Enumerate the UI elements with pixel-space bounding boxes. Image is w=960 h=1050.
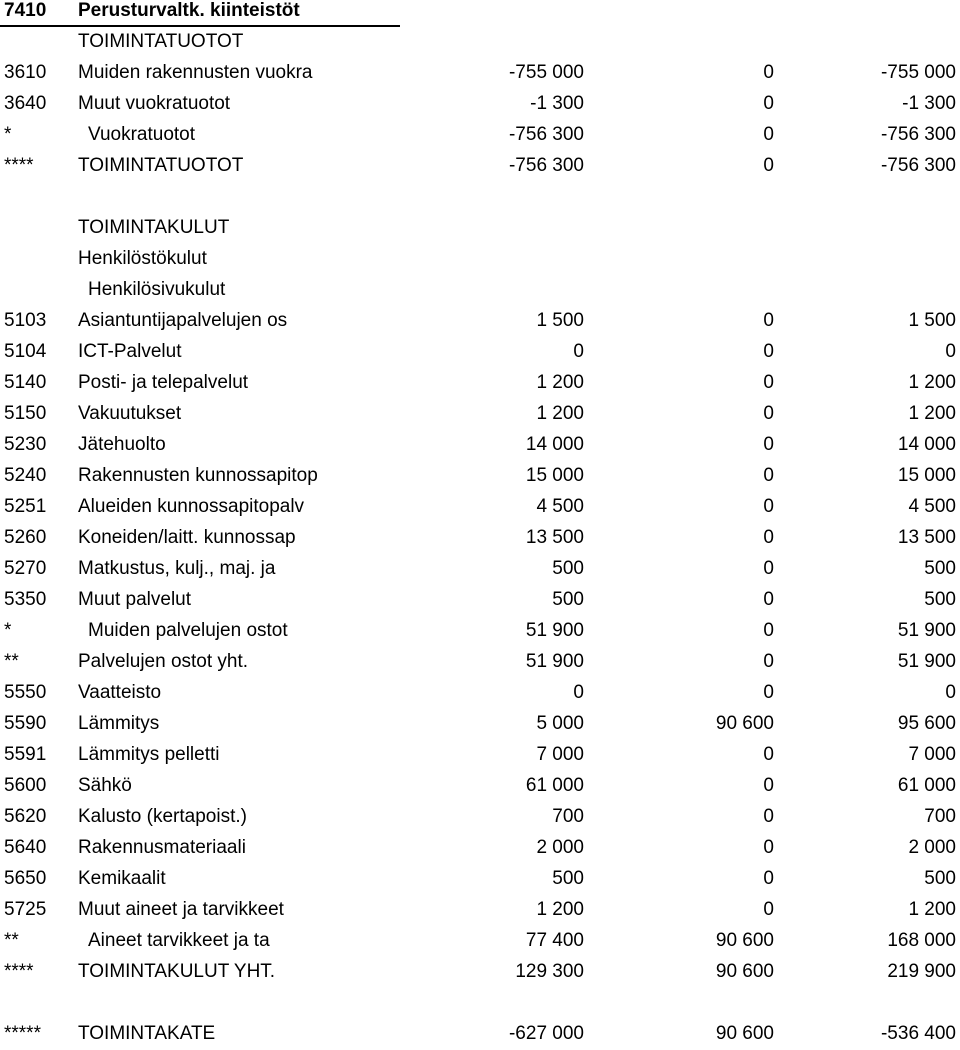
row-value-3: 700: [924, 806, 956, 827]
table-row: [0, 615, 960, 646]
row-label: Henkilöstökulut: [78, 248, 207, 269]
row-label: Vakuutukset: [78, 403, 182, 424]
row-value-3: 2 000: [908, 837, 956, 858]
table-row: [0, 398, 960, 429]
row-code: 5103: [4, 310, 47, 331]
row-value-1: 5 000: [536, 713, 584, 734]
table-row: [0, 1018, 960, 1049]
row-value-2: 0: [763, 465, 774, 486]
row-value-3: 1 500: [908, 310, 956, 331]
table-row: [0, 274, 960, 305]
row-value-1: 15 000: [525, 465, 584, 486]
row-code: 5591: [4, 744, 47, 765]
row-value-3: -756 300: [880, 124, 956, 145]
table-row: [0, 181, 960, 212]
row-value-3: 7 000: [908, 744, 956, 765]
row-value-1: 1 200: [536, 403, 584, 424]
row-value-1: 0: [573, 341, 584, 362]
row-value-2: 0: [763, 558, 774, 579]
row-value-1: 1 200: [536, 899, 584, 920]
table-row: [0, 243, 960, 274]
row-value-2: 0: [763, 124, 774, 145]
row-value-1: 51 900: [525, 620, 584, 641]
row-code: **: [4, 930, 19, 951]
header-title: Perusturvaltk. kiinteistöt: [78, 0, 300, 21]
header-code: 7410: [4, 0, 47, 21]
row-code: ****: [4, 155, 34, 176]
row-label: Vuokratuotot: [88, 124, 196, 145]
row-value-3: 1 200: [908, 372, 956, 393]
row-code: 3640: [4, 93, 47, 114]
table-row: [0, 801, 960, 832]
row-value-3: 14 000: [897, 434, 956, 455]
row-value-2: 0: [763, 434, 774, 455]
row-value-2: 0: [763, 372, 774, 393]
row-label: Jätehuolto: [78, 434, 166, 455]
table-row: [0, 212, 960, 243]
row-value-3: -536 400: [880, 1023, 956, 1044]
row-code: 5150: [4, 403, 47, 424]
row-value-2: 0: [763, 155, 774, 176]
table-row: [0, 925, 960, 956]
row-code: 5590: [4, 713, 47, 734]
row-value-2: 0: [763, 62, 774, 83]
row-value-1: 1 200: [536, 372, 584, 393]
row-label: Muut palvelut: [78, 589, 192, 610]
row-code: 5104: [4, 341, 47, 362]
row-label: Rakennusmateriaali: [78, 837, 246, 858]
row-value-3: 51 900: [897, 620, 956, 641]
row-code: *****: [4, 1023, 41, 1044]
table-row: [0, 57, 960, 88]
row-value-1: -756 300: [508, 124, 584, 145]
table-row: [0, 336, 960, 367]
row-value-2: 0: [763, 744, 774, 765]
row-value-2: 0: [763, 527, 774, 548]
table-row: [0, 894, 960, 925]
row-label: Aineet tarvikkeet ja ta: [88, 930, 270, 951]
row-value-1: 51 900: [525, 651, 584, 672]
row-label: TOIMINTATUOTOT: [78, 155, 244, 176]
table-row: [0, 119, 960, 150]
row-value-3: -1 300: [902, 93, 956, 114]
row-value-2: 90 600: [715, 713, 774, 734]
table-row: [0, 770, 960, 801]
table-row: [0, 367, 960, 398]
row-label: Matkustus, kulj., maj. ja: [78, 558, 276, 579]
row-label: Asiantuntijapalvelujen os: [78, 310, 288, 331]
table-row: [0, 522, 960, 553]
row-value-1: 4 500: [536, 496, 584, 517]
row-value-2: 0: [763, 403, 774, 424]
table-row: [0, 863, 960, 894]
row-value-1: 61 000: [525, 775, 584, 796]
row-value-2: 0: [763, 806, 774, 827]
table-row: [0, 460, 960, 491]
table-row: [0, 491, 960, 522]
row-label: TOIMINTAKULUT: [78, 217, 230, 238]
row-value-3: 0: [945, 341, 956, 362]
row-value-1: 14 000: [525, 434, 584, 455]
row-value-3: 15 000: [897, 465, 956, 486]
row-code: 5230: [4, 434, 47, 455]
row-value-1: 13 500: [525, 527, 584, 548]
row-label: Koneiden/laitt. kunnossap: [78, 527, 296, 548]
row-label: Rakennusten kunnossapitop: [78, 465, 318, 486]
row-value-2: 0: [763, 775, 774, 796]
row-value-2: 0: [763, 310, 774, 331]
row-value-1: 500: [552, 868, 584, 889]
row-code: 5620: [4, 806, 47, 827]
row-label: Muut aineet ja tarvikkeet: [78, 899, 284, 920]
sheet-header: [0, 0, 400, 27]
row-code: *: [4, 620, 12, 641]
row-code: ****: [4, 961, 34, 982]
table-row: [0, 646, 960, 677]
row-label: Muiden palvelujen ostot: [88, 620, 288, 641]
row-value-2: 0: [763, 899, 774, 920]
table-row: [0, 987, 960, 1018]
row-value-3: -756 300: [880, 155, 956, 176]
row-value-3: 500: [924, 589, 956, 610]
row-code: 5240: [4, 465, 47, 486]
row-value-2: 0: [763, 682, 774, 703]
row-label: Palvelujen ostot yht.: [78, 651, 249, 672]
row-code: 5640: [4, 837, 47, 858]
row-value-2: 0: [763, 341, 774, 362]
row-value-1: 500: [552, 558, 584, 579]
row-label: Sähkö: [78, 775, 132, 796]
row-value-1: 77 400: [525, 930, 584, 951]
row-value-1: 2 000: [536, 837, 584, 858]
row-label: Muiden rakennusten vuokra: [78, 62, 313, 83]
table-row: [0, 305, 960, 336]
row-value-1: 1 500: [536, 310, 584, 331]
row-value-3: 0: [945, 682, 956, 703]
row-label: TOIMINTAKULUT YHT.: [78, 961, 276, 982]
row-label: Vaatteisto: [78, 682, 162, 703]
row-label: Alueiden kunnossapitopalv: [78, 496, 305, 517]
row-code: 5650: [4, 868, 47, 889]
row-value-2: 90 600: [715, 961, 774, 982]
row-value-3: 61 000: [897, 775, 956, 796]
row-value-2: 0: [763, 589, 774, 610]
table-row: [0, 429, 960, 460]
row-value-1: -755 000: [508, 62, 584, 83]
row-code: 5725: [4, 899, 47, 920]
row-value-3: 13 500: [897, 527, 956, 548]
row-code: 5600: [4, 775, 47, 796]
row-value-2: 0: [763, 620, 774, 641]
table-row: [0, 584, 960, 615]
row-value-3: 500: [924, 868, 956, 889]
table-row: [0, 677, 960, 708]
row-code: **: [4, 651, 19, 672]
row-value-2: 90 600: [715, 930, 774, 951]
row-value-3: 168 000: [887, 930, 956, 951]
row-value-1: 7 000: [536, 744, 584, 765]
row-value-1: -627 000: [508, 1023, 584, 1044]
row-value-2: 0: [763, 651, 774, 672]
row-value-3: -755 000: [880, 62, 956, 83]
row-label: Muut vuokratuotot: [78, 93, 231, 114]
row-value-2: 0: [763, 868, 774, 889]
table-row: [0, 708, 960, 739]
row-code: 5550: [4, 682, 47, 703]
row-label: Posti- ja telepalvelut: [78, 372, 249, 393]
row-value-1: 500: [552, 589, 584, 610]
table-row: [0, 88, 960, 119]
table-row: [0, 150, 960, 181]
row-label: Henkilösivukulut: [88, 279, 226, 300]
row-value-3: 4 500: [908, 496, 956, 517]
row-code: 5140: [4, 372, 47, 393]
row-value-3: 1 200: [908, 403, 956, 424]
row-label: TOIMINTAKATE: [78, 1023, 216, 1044]
row-value-2: 90 600: [715, 1023, 774, 1044]
row-value-1: 0: [573, 682, 584, 703]
row-value-1: -1 300: [530, 93, 584, 114]
table-row: [0, 956, 960, 987]
row-value-3: 500: [924, 558, 956, 579]
row-label: ICT-Palvelut: [78, 341, 182, 362]
table-row: [0, 739, 960, 770]
row-label: Lämmitys pelletti: [78, 744, 220, 765]
row-value-2: 0: [763, 837, 774, 858]
row-value-3: 1 200: [908, 899, 956, 920]
row-code: 5260: [4, 527, 47, 548]
row-label: Lämmitys: [78, 713, 160, 734]
table-row: [0, 832, 960, 863]
row-value-2: 0: [763, 496, 774, 517]
row-code: *: [4, 124, 12, 145]
row-code: 5270: [4, 558, 47, 579]
row-code: 5251: [4, 496, 47, 517]
row-label: TOIMINTATUOTOT: [78, 31, 244, 52]
table-row: [0, 553, 960, 584]
row-code: 3610: [4, 62, 47, 83]
row-label: Kemikaalit: [78, 868, 166, 889]
row-value-1: 129 300: [515, 961, 584, 982]
row-code: 5350: [4, 589, 47, 610]
table-row: [0, 26, 960, 57]
row-value-2: 0: [763, 93, 774, 114]
row-value-3: 95 600: [897, 713, 956, 734]
row-value-3: 219 900: [887, 961, 956, 982]
row-value-1: -756 300: [508, 155, 584, 176]
row-label: Kalusto (kertapoist.): [78, 806, 247, 827]
row-value-3: 51 900: [897, 651, 956, 672]
row-value-1: 700: [552, 806, 584, 827]
